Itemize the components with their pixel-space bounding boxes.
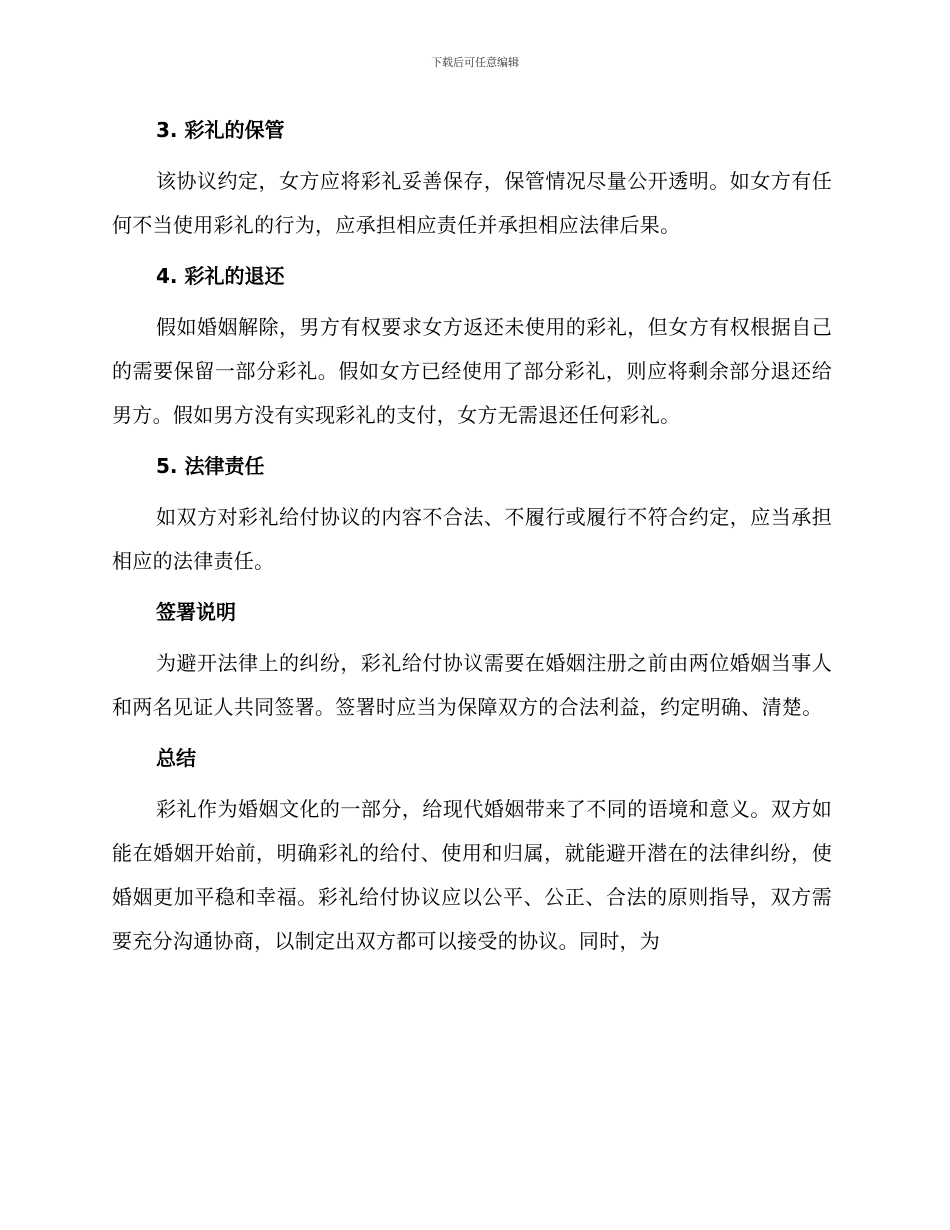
section-signing (112, 590, 832, 729)
section-legal-liability (112, 444, 832, 583)
section-paragraph: 为避开法律上的纠纷，彩礼给付协议需要在婚姻注册之前由两位婚姻当事人和两名见证人共同签署。签署时应当为保障双方的合法利益，约定明确、清楚。 (112, 651, 832, 719)
page-header-note: 下载后可任意编辑 (431, 56, 519, 69)
document-body (112, 108, 832, 970)
section-paragraph: 彩礼作为婚姻文化的一部分，给现代婚姻带来了不同的语境和意义。双方如能在婚姻开始前，明确彩礼的给付、使用和归属，就能避开潜在的法律纠纷，使婚姻更加平稳和幸福。彩礼给付协议应以公平、公正、合法的原则指导，双方需要充分沟通协商，以制定出双方都可以接受的协议。同时，为 (112, 797, 832, 953)
section-storage (112, 108, 832, 247)
section-heading: 3. 彩礼的保管 (156, 118, 285, 142)
section-heading: 总结 (156, 746, 196, 770)
section-heading: 4. 彩礼的退还 (156, 264, 285, 288)
section-paragraph: 该协议约定，女方应将彩礼妥善保存，保管情况尽量公开透明。如女方有任何不当使用彩礼的行为，应承担相应责任并承担相应法律后果。 (112, 169, 832, 237)
section-paragraph: 如双方对彩礼给付协议的内容不合法、不履行或履行不符合约定，应当承担相应的法律责任。 (112, 505, 832, 573)
section-heading: 签署说明 (156, 600, 236, 624)
section-summary (112, 736, 832, 963)
section-heading: 5. 法律责任 (156, 454, 265, 478)
section-refund (112, 254, 832, 437)
section-paragraph: 假如婚姻解除，男方有权要求女方返还未使用的彩礼，但女方有权根据自己的需要保留一部分彩礼。假如女方已经使用了部分彩礼，则应将剩余部分退还给男方。假如男方没有实现彩礼的支付，女方无需退还任何彩礼。 (112, 315, 832, 427)
